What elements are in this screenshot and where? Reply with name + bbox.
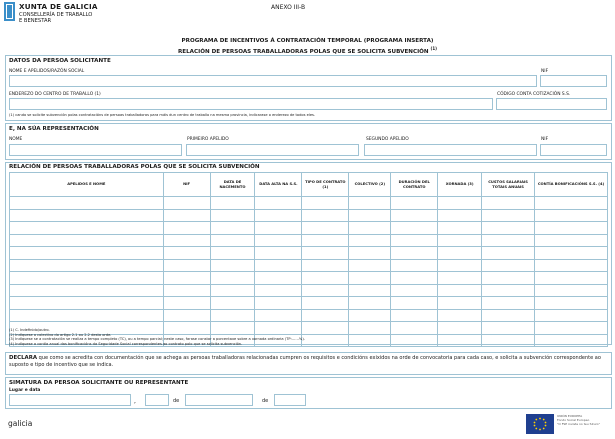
table-cell[interactable] [255,297,302,310]
logo-subtitle [19,12,92,24]
table-cell[interactable] [163,234,210,247]
table-cell[interactable] [302,234,349,247]
col-header-nif: NIF [163,173,210,197]
table-cell[interactable] [163,259,210,272]
representative-heading: E, NA SÚA REPRESENTACIÓN [9,126,99,132]
table-cell[interactable] [438,284,482,297]
table-cell[interactable] [302,322,349,335]
de-separator-1: de [173,398,180,404]
address-label: ENDEREZO DO CENTRO DE TRABALLO (1) [9,92,101,97]
rep-surname1-label: PRIMEIRO APELIDO [187,137,229,142]
table-cell[interactable] [349,297,391,310]
workers-note-4: (4) Indíquese a contía anual das bonificacións da Seguridade Social correspondentes ao contrato polo que se solicita subvención. [9,341,243,346]
table-cell[interactable] [482,297,535,310]
table-cell[interactable] [391,322,438,335]
table-cell[interactable] [438,222,482,235]
logo-title: XUNTA DE GALICIA [19,2,98,11]
eu-flag-icon [526,414,554,434]
declaration-text [9,355,607,369]
logo-subtitle-line2: E BENESTAR [19,18,52,24]
table-cell[interactable] [10,272,164,285]
table-cell[interactable] [482,234,535,247]
table-cell[interactable] [302,209,349,222]
table-cell[interactable] [163,209,210,222]
table-cell[interactable] [349,334,391,347]
table-cell[interactable] [482,222,535,235]
table-cell[interactable] [349,234,391,247]
eu-caption-line1: UNIÓN EUROPEA [557,414,583,418]
table-row [10,297,608,310]
table-cell[interactable] [210,297,255,310]
table-cell[interactable] [302,297,349,310]
ccc-input[interactable] [496,98,607,110]
xunta-logo-icon [4,2,15,21]
annex-label: ANEXO III-B [271,4,306,11]
workers-heading: RELACIÓN DE PERSOAS TRABALLADORAS POLAS QUE SE SOLICITA SUBVENCIÓN [9,164,260,170]
table-cell[interactable] [10,197,164,210]
table-row [10,272,608,285]
address-input[interactable] [9,98,493,110]
rep-nif-label: NIF [541,137,549,142]
table-cell[interactable] [391,209,438,222]
table-cell[interactable] [255,272,302,285]
rep-surname2-input[interactable] [364,144,537,156]
eu-caption [557,414,600,426]
table-cell[interactable] [210,309,255,322]
table-cell[interactable] [391,222,438,235]
table-cell[interactable] [535,234,608,247]
col-header-group: COLECTIVO (2) [349,173,391,197]
table-cell[interactable] [535,259,608,272]
table-cell[interactable] [438,309,482,322]
col-header-duration: DURACIÓN DEL CONTRATO [391,173,438,197]
col-header-name: APELIDOS E NOME [10,173,164,197]
table-row [10,309,608,322]
table-cell[interactable] [10,309,164,322]
table-cell[interactable] [349,272,391,285]
table-cell[interactable] [535,334,608,347]
table-cell[interactable] [302,272,349,285]
table-cell[interactable] [438,322,482,335]
table-cell[interactable] [482,259,535,272]
rep-surname1-input[interactable] [186,144,359,156]
year-input[interactable] [274,394,306,406]
table-cell[interactable] [349,197,391,210]
table-cell[interactable] [391,334,438,347]
table-cell[interactable] [438,209,482,222]
table-cell[interactable] [535,197,608,210]
table-cell[interactable] [535,297,608,310]
rep-surname2-label: SEGUNDO APELIDO [366,137,409,142]
form-subtitle-text: RELACIÓN DE PERSOAS TRABALLADORAS POLAS QUE SE SOLICITA SUBVENCIÓN [177,48,429,55]
table-cell[interactable] [482,272,535,285]
form-title: PROGRAMA DE INCENTIVOS Á CONTRATACIÓN TEMPORAL (PROGRAMA INSERTA) [181,38,434,44]
workers-note-3: (3) Indíquese se a contratación se realiza a tempo completo (TC), ou a tempo parcial; neste caso, farase constar a porcentaxe sobre a xornada ordinaria (TP:……%). [9,337,305,342]
table-row [10,284,608,297]
col-header-bonus: CONTÍA BONIFICACIÓNS S.S. (4) [535,173,608,197]
table-cell[interactable] [482,209,535,222]
table-cell[interactable] [482,309,535,322]
name-input[interactable] [9,75,537,87]
table-cell[interactable] [349,222,391,235]
table-cell[interactable] [482,247,535,260]
form-subtitle-sup: (1) [430,46,437,51]
table-cell[interactable] [391,234,438,247]
table-cell[interactable] [255,222,302,235]
comma-separator: , [134,398,136,405]
table-cell[interactable] [163,272,210,285]
col-header-ss-date: DATA ALTA NA S.S. [255,173,302,197]
table-cell[interactable] [438,247,482,260]
table-cell[interactable] [391,247,438,260]
declaration-word: DECLARA [9,355,38,361]
table-cell[interactable] [391,197,438,210]
workers-note-2: (2) Indíquese o colectivo do artigo 2.1 ou 2.2 desta orde. [9,332,112,337]
galicia-logo-text: galicia [8,419,33,428]
rep-nif-input[interactable] [540,144,607,156]
table-cell[interactable] [210,272,255,285]
table-cell[interactable] [210,284,255,297]
place-input[interactable] [9,394,131,406]
signature-heading: SIMATURA DA PERSOA SOLICITANTE OU REPRESENTANTE [9,380,189,386]
col-header-birthdate: DATA DE NACEMENTO [210,173,255,197]
table-cell[interactable] [255,259,302,272]
table-cell[interactable] [302,197,349,210]
applicant-heading: DATOS DA PERSOA SOLICITANTE [9,58,111,64]
table-cell[interactable] [10,259,164,272]
month-input[interactable] [185,394,253,406]
table-cell[interactable] [302,309,349,322]
col-header-salary: CUSTOS SALARIAIS TOTAIS ANUAIS [482,173,535,197]
table-cell[interactable] [10,247,164,260]
table-cell[interactable] [163,284,210,297]
workers-table-header [10,173,608,197]
declaration-body: que como se acredita con documentación que se achega as persoas traballadoras relacionadas cumpren os requisitos e condicións exixidos na orde de convocatoria para cada caso, e solicita a subvención correspondente ao suposto e tipo de incentivo que se indica. [9,355,601,368]
table-cell[interactable] [163,197,210,210]
name-label: NOME E APELIDOS/RAZÓN SOCIAL [9,69,85,74]
table-cell[interactable] [210,197,255,210]
table-cell[interactable] [255,309,302,322]
table-cell[interactable] [535,209,608,222]
table-cell[interactable] [10,297,164,310]
table-cell[interactable] [535,247,608,260]
table-cell[interactable] [302,334,349,347]
table-cell[interactable] [10,222,164,235]
form-subtitle [0,46,615,55]
table-cell[interactable] [10,209,164,222]
table-cell[interactable] [163,222,210,235]
applicant-section [5,55,612,121]
table-cell[interactable] [391,284,438,297]
eu-caption-line2: Fondo Social Europeo [557,418,590,422]
table-cell[interactable] [163,297,210,310]
rep-name-label: NOME [9,137,23,142]
table-cell[interactable] [349,322,391,335]
table-cell[interactable] [255,197,302,210]
table-cell[interactable] [255,209,302,222]
table-cell[interactable] [210,259,255,272]
table-cell[interactable] [438,259,482,272]
table-cell[interactable] [255,234,302,247]
table-cell[interactable] [349,284,391,297]
table-row [10,222,608,235]
eu-caption-line3: "O FSE inviste no teu futuro" [557,422,600,426]
table-cell[interactable] [438,197,482,210]
table-row [10,197,608,210]
logo-subtitle-line1: CONSELLERÍA DE TRABALLO [19,12,93,18]
table-cell[interactable] [302,222,349,235]
table-cell[interactable] [10,284,164,297]
table-cell[interactable] [391,297,438,310]
place-date-label: Lugar e data [9,388,41,393]
table-cell[interactable] [482,197,535,210]
table-cell[interactable] [349,209,391,222]
table-cell[interactable] [349,309,391,322]
table-cell[interactable] [391,309,438,322]
table-cell[interactable] [438,297,482,310]
table-cell[interactable] [438,272,482,285]
table-row [10,259,608,272]
table-cell[interactable] [391,259,438,272]
ccc-label: CÓDIGO CONTA COTIZACIÓN S.S. [497,92,571,97]
table-cell[interactable] [438,234,482,247]
table-cell[interactable] [302,259,349,272]
table-cell[interactable] [438,334,482,347]
table-cell[interactable] [210,222,255,235]
table-cell[interactable] [535,322,608,335]
table-cell[interactable] [210,209,255,222]
table-cell[interactable] [302,247,349,260]
table-cell[interactable] [535,222,608,235]
workers-table [9,172,608,347]
workers-note-1: (1) C. Indefinido/outro. [9,328,50,332]
table-cell[interactable] [391,272,438,285]
rep-name-input[interactable] [9,144,182,156]
table-cell[interactable] [535,272,608,285]
applicant-nif-input[interactable] [540,75,607,87]
table-cell[interactable] [349,247,391,260]
applicant-nif-label: NIF [541,69,549,74]
col-header-contract-type: TIPO DE CONTRATO (1) [302,173,349,197]
table-cell[interactable] [210,247,255,260]
day-input[interactable] [145,394,169,406]
table-row [10,247,608,260]
de-separator-2: de [262,398,269,404]
workers-notes [9,328,305,346]
table-cell[interactable] [302,284,349,297]
table-cell[interactable] [163,309,210,322]
table-cell[interactable] [163,247,210,260]
table-row [10,209,608,222]
table-row [10,234,608,247]
table-cell[interactable] [210,234,255,247]
table-cell[interactable] [482,334,535,347]
col-header-workday: XORNADA (3) [438,173,482,197]
table-cell[interactable] [349,259,391,272]
table-cell[interactable] [255,247,302,260]
table-cell[interactable] [482,322,535,335]
table-cell[interactable] [482,284,535,297]
table-cell[interactable] [10,234,164,247]
table-cell[interactable] [535,309,608,322]
galicia-logo [8,419,32,428]
table-cell[interactable] [255,284,302,297]
applicant-note: (1) cando se solicite subvención polas contratacións de persoas traballadoras para máis dun centro de traballo na mesma provincia, indicarase o enderezo de todos eles. [9,113,316,117]
table-cell[interactable] [535,284,608,297]
